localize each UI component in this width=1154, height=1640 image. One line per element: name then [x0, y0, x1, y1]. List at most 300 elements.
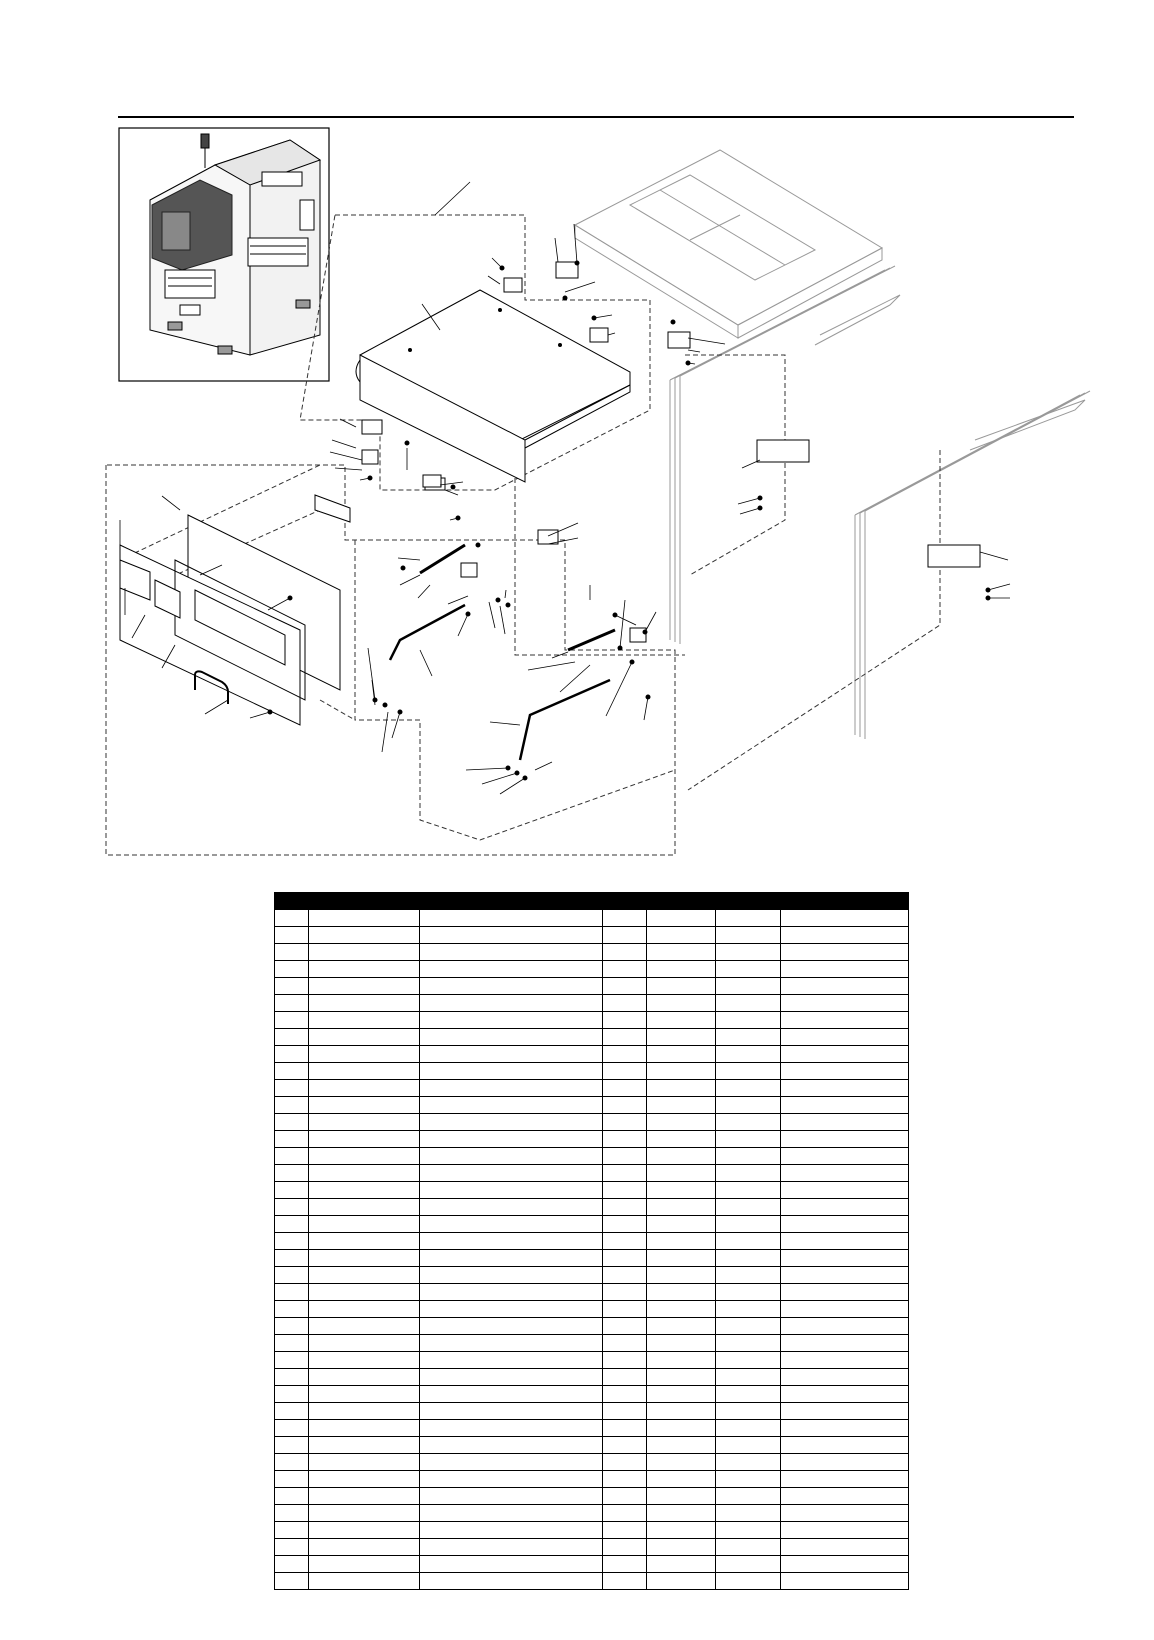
table-row: [275, 1471, 909, 1488]
table-cell: [781, 1505, 909, 1522]
table-cell: [781, 1029, 909, 1046]
table-cell: [781, 1454, 909, 1471]
table-row: [275, 1284, 909, 1301]
table-cell: [275, 1233, 309, 1250]
table-row: [275, 1063, 909, 1080]
table-cell: [647, 1403, 716, 1420]
table-cell: [716, 1131, 781, 1148]
table-cell: [603, 1114, 647, 1131]
table-cell: [716, 1012, 781, 1029]
table-cell: [781, 1148, 909, 1165]
table-cell: [716, 1488, 781, 1505]
table-cell: [603, 1403, 647, 1420]
table-cell: [716, 1284, 781, 1301]
table-cell: [716, 1148, 781, 1165]
table-cell: [603, 910, 647, 927]
table-cell: [603, 1216, 647, 1233]
table-cell: [420, 1250, 603, 1267]
table-cell: [781, 1335, 909, 1352]
table-cell: [420, 1437, 603, 1454]
table-cell: [420, 1369, 603, 1386]
table-cell: [647, 995, 716, 1012]
table-cell: [647, 1301, 716, 1318]
table-cell: [716, 1454, 781, 1471]
table-cell: [647, 1097, 716, 1114]
table-cell: [781, 1471, 909, 1488]
table-cell: [647, 1284, 716, 1301]
table-cell: [603, 1573, 647, 1590]
table-cell: [603, 1420, 647, 1437]
table-cell: [716, 944, 781, 961]
table-cell: [420, 1284, 603, 1301]
table-cell: [716, 1420, 781, 1437]
table-cell: [781, 1488, 909, 1505]
table-cell: [647, 1046, 716, 1063]
table-cell: [309, 1505, 420, 1522]
table-cell: [309, 1386, 420, 1403]
table-cell: [716, 1437, 781, 1454]
table-cell: [275, 1488, 309, 1505]
table-cell: [309, 1488, 420, 1505]
table-cell: [647, 1250, 716, 1267]
table-cell: [309, 1233, 420, 1250]
table-cell: [420, 910, 603, 927]
table-cell: [647, 1063, 716, 1080]
table-row: [275, 995, 909, 1012]
table-cell: [420, 1352, 603, 1369]
table-cell: [603, 1063, 647, 1080]
table-cell: [309, 1420, 420, 1437]
table-cell: [716, 910, 781, 927]
table-cell: [420, 1148, 603, 1165]
table-row: [275, 1012, 909, 1029]
table-cell: [309, 1267, 420, 1284]
table-cell: [647, 1556, 716, 1573]
table-cell: [647, 978, 716, 995]
table-cell: [647, 1114, 716, 1131]
table-cell: [716, 1352, 781, 1369]
gas-spring-linkages: [390, 475, 646, 760]
table-cell: [309, 1522, 420, 1539]
table-row: [275, 1233, 909, 1250]
parts-table-header: [275, 893, 909, 910]
table-cell: [716, 1301, 781, 1318]
table-cell: [275, 1131, 309, 1148]
table-cell: [781, 1437, 909, 1454]
table-row: [275, 978, 909, 995]
table-row: [275, 1301, 909, 1318]
table-cell: [275, 944, 309, 961]
table-cell: [781, 1522, 909, 1539]
table-cell: [647, 1080, 716, 1097]
table-cell: [275, 1420, 309, 1437]
table-cell: [309, 1029, 420, 1046]
table-row: [275, 961, 909, 978]
table-cell: [716, 1029, 781, 1046]
table-cell: [781, 1539, 909, 1556]
table-cell: [603, 1233, 647, 1250]
table-cell: [603, 1454, 647, 1471]
table-cell: [603, 1556, 647, 1573]
table-row: [275, 1318, 909, 1335]
table-cell: [716, 1556, 781, 1573]
table-cell: [716, 1063, 781, 1080]
table-cell: [781, 1267, 909, 1284]
table-cell: [275, 1182, 309, 1199]
table-cell: [716, 1097, 781, 1114]
table-cell: [647, 910, 716, 927]
table-cell: [603, 1522, 647, 1539]
table-cell: [420, 1488, 603, 1505]
table-cell: [603, 1046, 647, 1063]
machine-overview-thumbnail: [119, 128, 329, 381]
table-cell: [309, 1284, 420, 1301]
table-cell: [309, 1369, 420, 1386]
table-cell: [716, 1573, 781, 1590]
table-cell: [603, 1318, 647, 1335]
table-cell: [309, 1131, 420, 1148]
table-cell: [647, 1386, 716, 1403]
table-row: [275, 1267, 909, 1284]
table-row: [275, 1522, 909, 1539]
table-row: [275, 1165, 909, 1182]
table-cell: [309, 1250, 420, 1267]
table-cell: [647, 944, 716, 961]
table-row: [275, 1029, 909, 1046]
table-cell: [716, 1080, 781, 1097]
table-cell: [275, 1539, 309, 1556]
table-cell: [275, 1556, 309, 1573]
table-cell: [716, 1114, 781, 1131]
table-cell: [781, 1114, 909, 1131]
table-cell: [716, 1386, 781, 1403]
table-cell: [647, 1573, 716, 1590]
table-cell: [275, 1199, 309, 1216]
table-cell: [781, 1233, 909, 1250]
table-cell: [716, 1182, 781, 1199]
table-cell: [420, 995, 603, 1012]
table-cell: [275, 1573, 309, 1590]
table-cell: [603, 1199, 647, 1216]
table-cell: [420, 1046, 603, 1063]
table-cell: [781, 1573, 909, 1590]
table-cell: [275, 1505, 309, 1522]
table-cell: [420, 1097, 603, 1114]
table-cell: [716, 1471, 781, 1488]
table-cell: [647, 1352, 716, 1369]
table-cell: [647, 1522, 716, 1539]
table-cell: [716, 1505, 781, 1522]
table-row: [275, 1386, 909, 1403]
table-cell: [781, 927, 909, 944]
table-cell: [781, 1131, 909, 1148]
table-cell: [781, 944, 909, 961]
table-cell: [420, 1318, 603, 1335]
table-cell: [420, 944, 603, 961]
table-cell: [603, 1080, 647, 1097]
col-header: [716, 893, 781, 910]
table-cell: [275, 961, 309, 978]
table-cell: [420, 927, 603, 944]
col-header: [781, 893, 909, 910]
col-header: [603, 893, 647, 910]
table-cell: [309, 1165, 420, 1182]
table-cell: [275, 1080, 309, 1097]
table-cell: [275, 1301, 309, 1318]
table-cell: [603, 944, 647, 961]
table-row: [275, 1335, 909, 1352]
table-cell: [420, 1029, 603, 1046]
table-cell: [647, 1437, 716, 1454]
table-cell: [309, 1573, 420, 1590]
table-row: [275, 1199, 909, 1216]
table-cell: [420, 1012, 603, 1029]
table-cell: [309, 1454, 420, 1471]
table-cell: [309, 1216, 420, 1233]
right-frame-rails: [670, 266, 1090, 739]
table-cell: [275, 1063, 309, 1080]
table-cell: [781, 1301, 909, 1318]
table-cell: [309, 961, 420, 978]
table-row: [275, 944, 909, 961]
table-row: [275, 1114, 909, 1131]
table-cell: [309, 1471, 420, 1488]
table-cell: [420, 1573, 603, 1590]
front-door-assembly: [120, 495, 350, 725]
table-cell: [420, 1114, 603, 1131]
table-cell: [781, 1369, 909, 1386]
table-cell: [647, 1454, 716, 1471]
table-cell: [275, 910, 309, 927]
table-cell: [309, 944, 420, 961]
table-cell: [716, 1267, 781, 1284]
table-cell: [275, 978, 309, 995]
table-row: [275, 1352, 909, 1369]
table-cell: [420, 1199, 603, 1216]
table-cell: [309, 910, 420, 927]
table-cell: [420, 1556, 603, 1573]
table-cell: [275, 1386, 309, 1403]
table-cell: [420, 1522, 603, 1539]
table-cell: [309, 1539, 420, 1556]
table-cell: [275, 995, 309, 1012]
table-cell: [275, 1437, 309, 1454]
table-row: [275, 1080, 909, 1097]
table-cell: [309, 1556, 420, 1573]
table-cell: [716, 1522, 781, 1539]
table-row: [275, 1250, 909, 1267]
table-cell: [603, 1352, 647, 1369]
table-cell: [781, 1046, 909, 1063]
table-cell: [781, 1386, 909, 1403]
table-cell: [716, 1233, 781, 1250]
table-cell: [309, 1080, 420, 1097]
table-cell: [420, 1471, 603, 1488]
table-cell: [781, 1063, 909, 1080]
table-row: [275, 1539, 909, 1556]
table-cell: [309, 1318, 420, 1335]
table-cell: [420, 961, 603, 978]
table-cell: [603, 1386, 647, 1403]
table-cell: [275, 1284, 309, 1301]
table-cell: [420, 1420, 603, 1437]
table-cell: [781, 1318, 909, 1335]
table-cell: [603, 1471, 647, 1488]
table-cell: [309, 1403, 420, 1420]
table-cell: [647, 1488, 716, 1505]
table-cell: [716, 927, 781, 944]
table-cell: [603, 1148, 647, 1165]
table-cell: [603, 1301, 647, 1318]
table-cell: [716, 1216, 781, 1233]
table-cell: [309, 1046, 420, 1063]
top-cover-reference: [575, 150, 882, 338]
table-row: [275, 1454, 909, 1471]
table-cell: [309, 1012, 420, 1029]
table-cell: [781, 1352, 909, 1369]
table-cell: [647, 1165, 716, 1182]
table-cell: [275, 1216, 309, 1233]
table-cell: [647, 1420, 716, 1437]
table-cell: [647, 1216, 716, 1233]
table-cell: [716, 1165, 781, 1182]
table-cell: [647, 1199, 716, 1216]
table-row: [275, 1437, 909, 1454]
upper-cover: [356, 290, 630, 482]
table-cell: [275, 1522, 309, 1539]
table-cell: [309, 1148, 420, 1165]
table-cell: [420, 1454, 603, 1471]
table-row: [275, 1046, 909, 1063]
table-cell: [603, 1165, 647, 1182]
table-cell: [716, 978, 781, 995]
table-cell: [647, 1539, 716, 1556]
table-cell: [781, 910, 909, 927]
table-cell: [309, 978, 420, 995]
table-cell: [647, 1335, 716, 1352]
table-row: [275, 1556, 909, 1573]
table-cell: [647, 1505, 716, 1522]
table-row: [275, 1097, 909, 1114]
table-cell: [309, 1335, 420, 1352]
table-cell: [309, 1182, 420, 1199]
table-cell: [275, 1403, 309, 1420]
table-cell: [603, 1029, 647, 1046]
table-cell: [603, 1250, 647, 1267]
table-row: [275, 1403, 909, 1420]
col-header: [420, 893, 603, 910]
table-cell: [603, 1012, 647, 1029]
table-cell: [716, 1318, 781, 1335]
table-cell: [275, 1267, 309, 1284]
table-cell: [603, 1505, 647, 1522]
table-cell: [603, 1131, 647, 1148]
table-cell: [275, 1318, 309, 1335]
table-cell: [275, 1097, 309, 1114]
table-cell: [781, 1284, 909, 1301]
table-cell: [275, 1114, 309, 1131]
table-cell: [647, 927, 716, 944]
table-cell: [420, 1335, 603, 1352]
table-cell: [275, 1352, 309, 1369]
table-cell: [603, 1437, 647, 1454]
table-cell: [420, 1233, 603, 1250]
col-header: [647, 893, 716, 910]
table-cell: [781, 1165, 909, 1182]
table-cell: [420, 1403, 603, 1420]
table-cell: [603, 961, 647, 978]
table-cell: [275, 1148, 309, 1165]
table-cell: [309, 1097, 420, 1114]
table-cell: [420, 1386, 603, 1403]
table-cell: [716, 1199, 781, 1216]
table-row: [275, 1369, 909, 1386]
table-cell: [420, 978, 603, 995]
table-cell: [309, 1437, 420, 1454]
table-cell: [420, 1539, 603, 1556]
table-cell: [647, 1267, 716, 1284]
table-cell: [781, 1012, 909, 1029]
table-cell: [603, 1539, 647, 1556]
table-row: [275, 1148, 909, 1165]
fasteners: [268, 261, 990, 780]
table-cell: [781, 1420, 909, 1437]
table-cell: [420, 1505, 603, 1522]
table-cell: [781, 1097, 909, 1114]
table-cell: [275, 1454, 309, 1471]
table-cell: [603, 1267, 647, 1284]
table-row: [275, 910, 909, 927]
table-cell: [716, 961, 781, 978]
table-cell: [275, 1046, 309, 1063]
table-cell: [647, 1148, 716, 1165]
table-cell: [716, 1369, 781, 1386]
table-cell: [647, 1233, 716, 1250]
table-cell: [647, 1369, 716, 1386]
table-cell: [781, 978, 909, 995]
table-cell: [420, 1301, 603, 1318]
table-cell: [781, 1199, 909, 1216]
table-cell: [781, 1403, 909, 1420]
table-cell: [275, 1012, 309, 1029]
table-cell: [781, 1182, 909, 1199]
table-cell: [781, 995, 909, 1012]
col-header: [309, 893, 420, 910]
table-cell: [716, 1539, 781, 1556]
table-cell: [781, 961, 909, 978]
table-cell: [603, 978, 647, 995]
table-cell: [716, 1046, 781, 1063]
table-cell: [603, 1182, 647, 1199]
table-cell: [716, 1250, 781, 1267]
table-row: [275, 1420, 909, 1437]
table-cell: [309, 1352, 420, 1369]
table-cell: [420, 1080, 603, 1097]
table-row: [275, 1182, 909, 1199]
table-cell: [275, 1165, 309, 1182]
table-row: [275, 1216, 909, 1233]
table-cell: [309, 1301, 420, 1318]
table-cell: [275, 1250, 309, 1267]
table-cell: [603, 995, 647, 1012]
table-cell: [647, 1012, 716, 1029]
table-cell: [420, 1063, 603, 1080]
table-cell: [309, 1199, 420, 1216]
table-cell: [603, 1369, 647, 1386]
table-cell: [309, 1114, 420, 1131]
table-cell: [647, 1471, 716, 1488]
table-cell: [647, 961, 716, 978]
